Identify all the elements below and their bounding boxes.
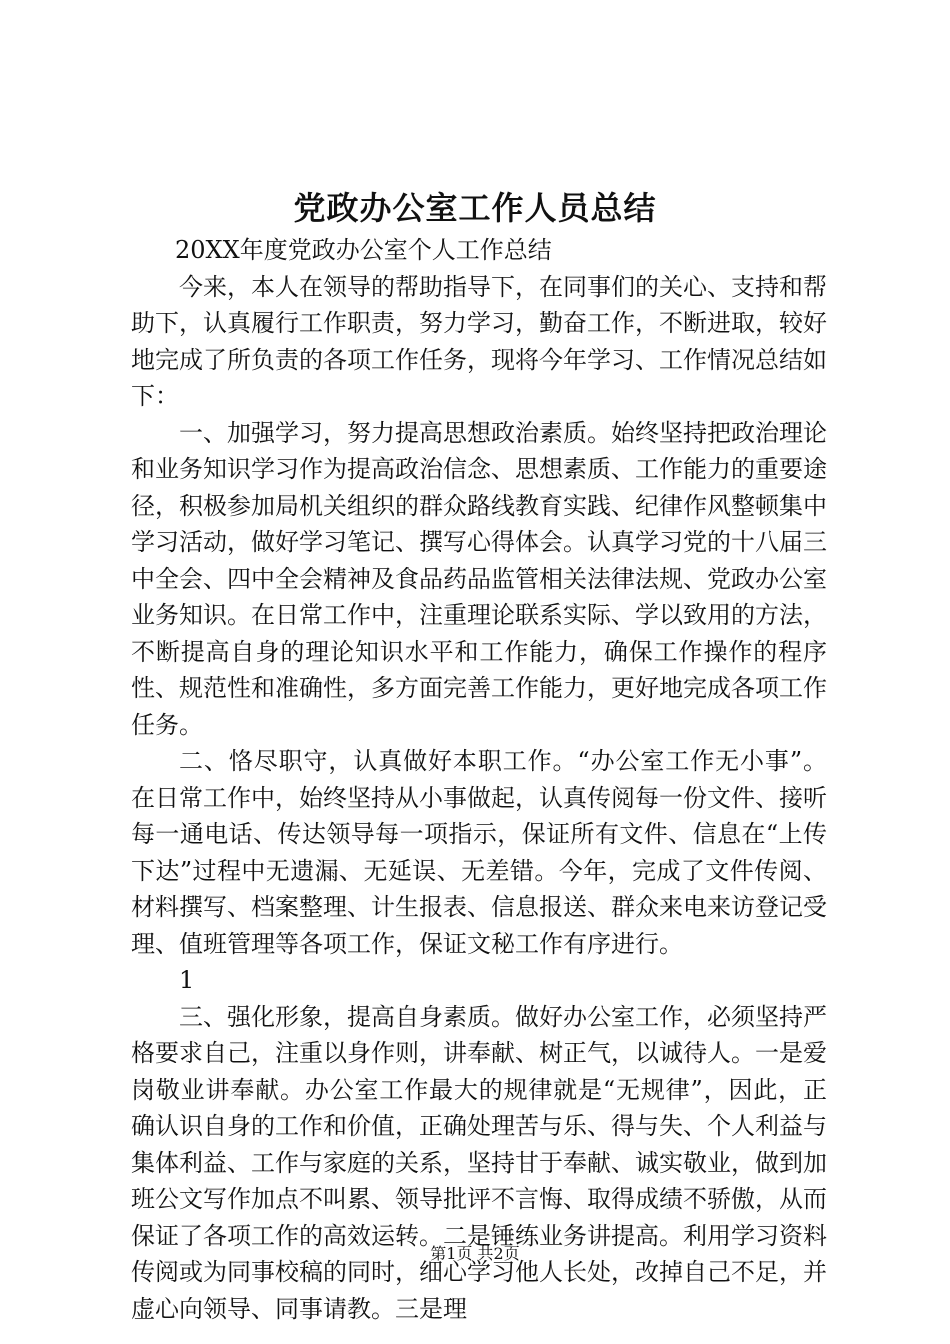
document-body [131, 232, 827, 1327]
inline-page-number: 1 [179, 966, 195, 994]
paragraph-intro: 今来，本人在领导的帮助指导下，在同事们的关心、支持和帮助下，认真履行工作职责，努力学习，勤奋工作，不断进取，较好地完成了所负责的各项工作任务，现将今年学习、工作情况总结如下： [131, 272, 827, 410]
document-subtitle: 20XX年度党政办公室个人工作总结 [175, 236, 552, 264]
paragraph-section-1: 一、加强学习，努力提高思想政治素质。始终坚持把政治理论和业务知识学习作为提高政治信念、思想素质、工作能力的重要途径，积极参加局机关组织的群众路线教育实践、纪律作风整顿集中学习活动，做好学习笔记、撰写心得体会。认真学习党的十八届三中全会、四中全会精神及食品药品监管相关法律法规、党政办公室业务知识。在日常工作中，注重理论联系实际、学以致用的方法，不断提高自身的理论知识水平和工作能力，确保工作操作的程序性、规范性和准确性，多方面完善工作能力，更好地完成各项工作任务。 [131, 418, 827, 739]
paragraph-section-3: 三、强化形象，提高自身素质。做好办公室工作，必须坚持严格要求自己，注重以身作则，讲奉献、树正气，以诚待人。一是爱岗敬业讲奉献。办公室工作最大的规律就是“无规律”，因此，正确认识自身的工作和价值，正确处理苦与乐、得与失、个人利益与集体利益、工作与家庭的关系，坚持甘于奉献、诚实敬业，做到加班公文写作加点不叫累、领导批评不言悔、取得成绩不骄傲，从而保证了各项工作的高效运转。二是锤练业务讲提高。利用学习资料传阅或为同事校稿的同时，细心学习他人长处，改掉自己不足，并虚心向领导、同事请教。三是理 [131, 1002, 827, 1323]
document-title: 党政办公室工作人员总结 [293, 189, 657, 227]
page-footer: 第1页 共2页 [430, 1244, 520, 1263]
paragraph-section-2: 二、恪尽职守，认真做好本职工作。“办公室工作无小事”。在日常工作中，始终坚持从小事做起，认真传阅每一份文件、接听每一通电话、传达领导每一项指示，保证所有文件、信息在“上传下达”过程中无遗漏、无延误、无差错。今年，完成了文件传阅、材料撰写、档案整理、计生报表、信息报送、群众来电来访登记受理、值班管理等各项工作，保证文秘工作有序进行。 [131, 747, 827, 958]
